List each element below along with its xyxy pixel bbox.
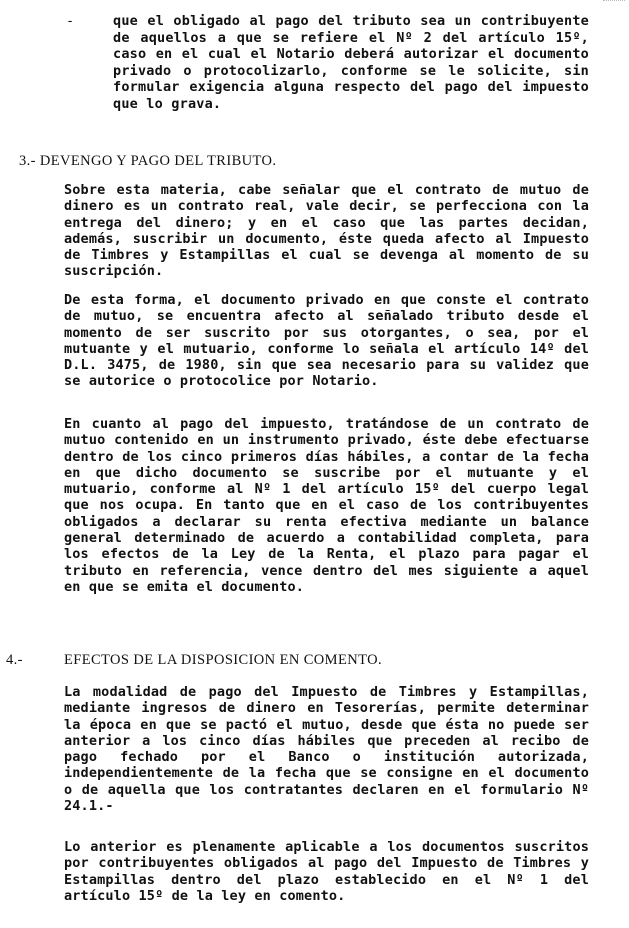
section-3-paragraph-3: En cuanto al pago del impuesto, tratándose de un contrato de mutuo contenido en un instrumento privado, éste debe efectuarse dentro de los cinco primeros días hábiles, a contar de la fecha en que dicho documento se suscribe por el mutuante y el mutuario, conforme al Nº 1 del artículo 15º del cuerpo legal que nos ocupa. En tanto que en el caso de los contribuyentes obligados a declarar su renta efectiva mediante un balance general determinado de acuerdo a contabilidad completa, para los efectos de la Ley de la Renta, el plazo para pagar el tributo en referencia, vence dentro del mes siguiente a aquel en que se emita el documento.	[64, 416, 589, 595]
section-4-title: EFECTOS DE LA DISPOSICION EN COMENTO.	[64, 652, 382, 668]
section-4-number: 4.-	[6, 652, 23, 668]
section-3-paragraph-2: De esta forma, el documento privado en que conste el contrato de mutuo, se encuentra afecto al señalado tributo desde el momento de ser suscrito por sus otorgantes, o sea, por el mutuante y el mutuario, conforme lo señala el artículo 14º del D.L. 3475, de 1980, sin que sea necesario para su validez que se autorice o protocolice por Notario.	[64, 292, 589, 390]
section-3-heading: 3.- DEVENGO Y PAGO DEL TRIBUTO.	[19, 153, 277, 169]
section-3-paragraph-1: Sobre esta materia, cabe señalar que el contrato de mutuo de dinero es un contrato real, vale decir, se perfecciona con la entrega del dinero; y en el caso que las partes decidan, además, suscribir un documento, éste queda afecto al Impuesto de Timbres y Estampillas el cual se devenga al momento de su suscripción.	[64, 182, 589, 280]
list-marker: -	[66, 13, 75, 29]
section-4-heading	[6, 651, 382, 669]
list-item-text: que el obligado al pago del tributo sea un contribuyente de aquellos a que se refiere el Nº 2 del artículo 15º, caso en el cual el Notario deberá autorizar el documento privado o protocolizarlo, conforme se le solicite, sin formular exigencia alguna respecto del pago del impuesto que lo grava.	[113, 13, 589, 112]
section-4-paragraph-1: La modalidad de pago del Impuesto de Timbres y Estampillas, mediante ingresos de dinero en Tesorerías, permite determinar la época en que se pactó el mutuo, desde que ésta no puede ser anterior a los cinco días hábiles que preceden al recibo de pago fechado por el Banco o institución autorizada, independientemente de la fecha que se consigne en el documento o de aquella que los contratantes declaren en el formulario Nº 24.1.-	[64, 684, 589, 815]
scan-artifact	[603, 0, 625, 5]
section-4-paragraph-2: Lo anterior es plenamente aplicable a los documentos suscritos por contribuyentes obligados al pago del Impuesto de Timbres y Estampillas dentro del plazo establecido en el Nº 1 del artículo 15º de la ley en comento.	[64, 839, 589, 904]
